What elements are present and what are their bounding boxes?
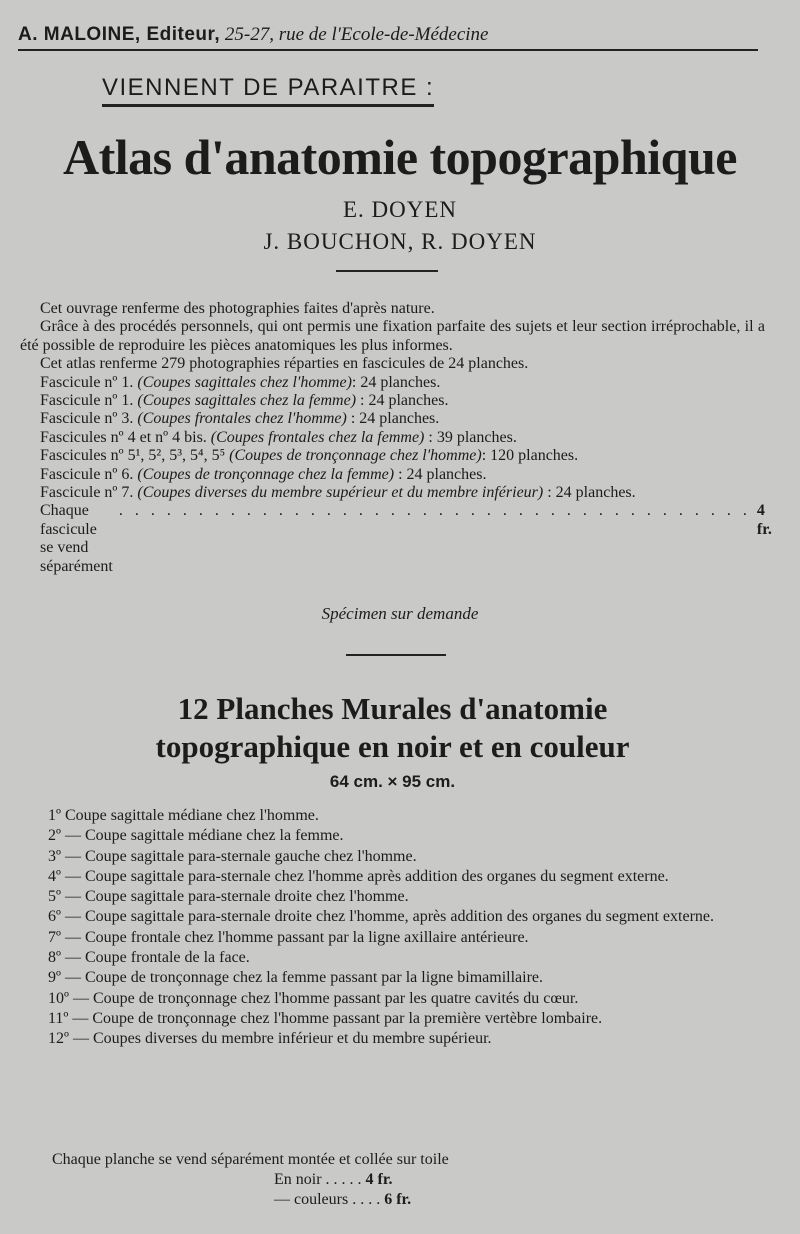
planche-prices	[52, 1150, 449, 1210]
planche-item: 4º — Coupe sagittale para-sternale chez l'homme après addition des organes du segment externe.	[48, 867, 669, 885]
fascicule-item: Fascicules nº 5¹, 5², 5³, 5⁴, 5⁵ (Coupes de tronçonnage chez l'homme): 120 planches.	[40, 447, 579, 465]
fascicule-item: Fascicule nº 3. (Coupes frontales chez l'homme) : 24 planches.	[40, 410, 440, 428]
atlas-title: Atlas d'anatomie topographique	[63, 129, 737, 185]
planches-list	[28, 806, 773, 1050]
publisher-header	[18, 24, 758, 51]
planche-item: 8º — Coupe frontale de la face.	[48, 949, 250, 967]
specimen-note: Spécimen sur demande	[321, 604, 479, 623]
authors-line-2: J. BOUCHON, R. DOYEN	[263, 229, 537, 254]
publisher-address: 25-27, rue de l'Ecole-de-Médecine	[224, 24, 489, 45]
authors-line-1: E. DOYEN	[342, 197, 458, 222]
planches-title	[0, 690, 785, 766]
fascicule-item: Fascicule nº 1. (Coupes sagittales chez la femme) : 24 planches.	[40, 392, 449, 410]
planche-item: 9º — Coupe de tronçonnage chez la femme passant par la ligne bimamillaire.	[48, 969, 544, 987]
price-noir: En noir . . . . . 4 fr.	[274, 1171, 393, 1188]
planche-item: 1º Coupe sagittale médiane chez l'homme.	[48, 807, 319, 824]
intro-line: Cet ouvrage renferme des photographies faites d'après nature.	[40, 300, 435, 317]
publisher-name: A. MALOINE, Editeur,	[18, 24, 221, 45]
planche-item: 12º — Coupes diverses du membre inférieur et du membre supérieur.	[48, 1030, 492, 1048]
price-couleur: — couleurs . . . . 6 fr.	[274, 1191, 412, 1208]
fascicule-item: Fascicule nº 7. (Coupes diverses du membre supérieur et du membre inférieur) : 24 planches.	[40, 484, 636, 502]
planche-item: 3º — Coupe sagittale para-sternale gauche chez l'homme.	[48, 847, 417, 865]
atlas-authors	[0, 194, 800, 258]
intro-line: Grâce à des procédés personnels, qui ont permis une fixation parfaite des sujets et leur section irréprochable, il a été possible de reproduire les pièces anatomiques les plus informes.	[20, 318, 765, 354]
planche-item: 2º — Coupe sagittale médiane chez la femme.	[48, 827, 344, 845]
planches-title-line-2: topographique en noir et en couleur	[155, 729, 630, 764]
fascicule-sale-text: Chaque fascicule se vend séparément	[40, 502, 113, 575]
divider-rule	[346, 654, 446, 656]
divider-rule	[336, 270, 438, 272]
fascicule-price-line: Chaque fascicule se vend séparément . . . . . . . . . . . . . . . . . . . . . . . . . . . . . . . . . . . . . . . . 4 fr.	[40, 502, 772, 575]
atlas-description	[20, 300, 772, 576]
planches-title-line-1: 12 Planches Murales d'anatomie	[177, 691, 608, 726]
planche-item: 11º — Coupe de tronçonnage chez l'homme passant par la première vertèbre lombaire.	[48, 1009, 603, 1027]
planches-dimensions: 64 cm. × 95 cm.	[329, 772, 456, 791]
new-release-badge: VIENNENT DE PARAITRE :	[102, 74, 434, 107]
fascicule-item: Fascicules nº 4 et nº 4 bis. (Coupes frontales chez la femme) : 39 planches.	[40, 428, 517, 446]
intro-line: Cet atlas renferme 279 photographies réparties en fascicules de 24 planches.	[40, 355, 529, 373]
planche-item: 10º — Coupe de tronçonnage chez l'homme passant par les quatre cavités du cœur.	[48, 989, 579, 1007]
planche-sale-text: Chaque planche se vend séparément montée et collée sur toile	[52, 1151, 449, 1168]
fascicule-item: Fascicule nº 1. (Coupes sagittales chez l'homme): 24 planches.	[40, 373, 441, 391]
planche-item: 5º — Coupe sagittale para-sternale droite chez l'homme.	[48, 888, 409, 906]
fascicule-item: Fascicule nº 6. (Coupes de tronçonnage chez la femme) : 24 planches.	[40, 465, 487, 483]
fascicule-price: 4 fr.	[756, 502, 772, 538]
planche-item: 6º — Coupe sagittale para-sternale droite chez l'homme, après addition des organes du segment externe.	[48, 908, 714, 926]
planche-item: 7º — Coupe frontale chez l'homme passant par la ligne axillaire antérieure.	[48, 928, 529, 946]
